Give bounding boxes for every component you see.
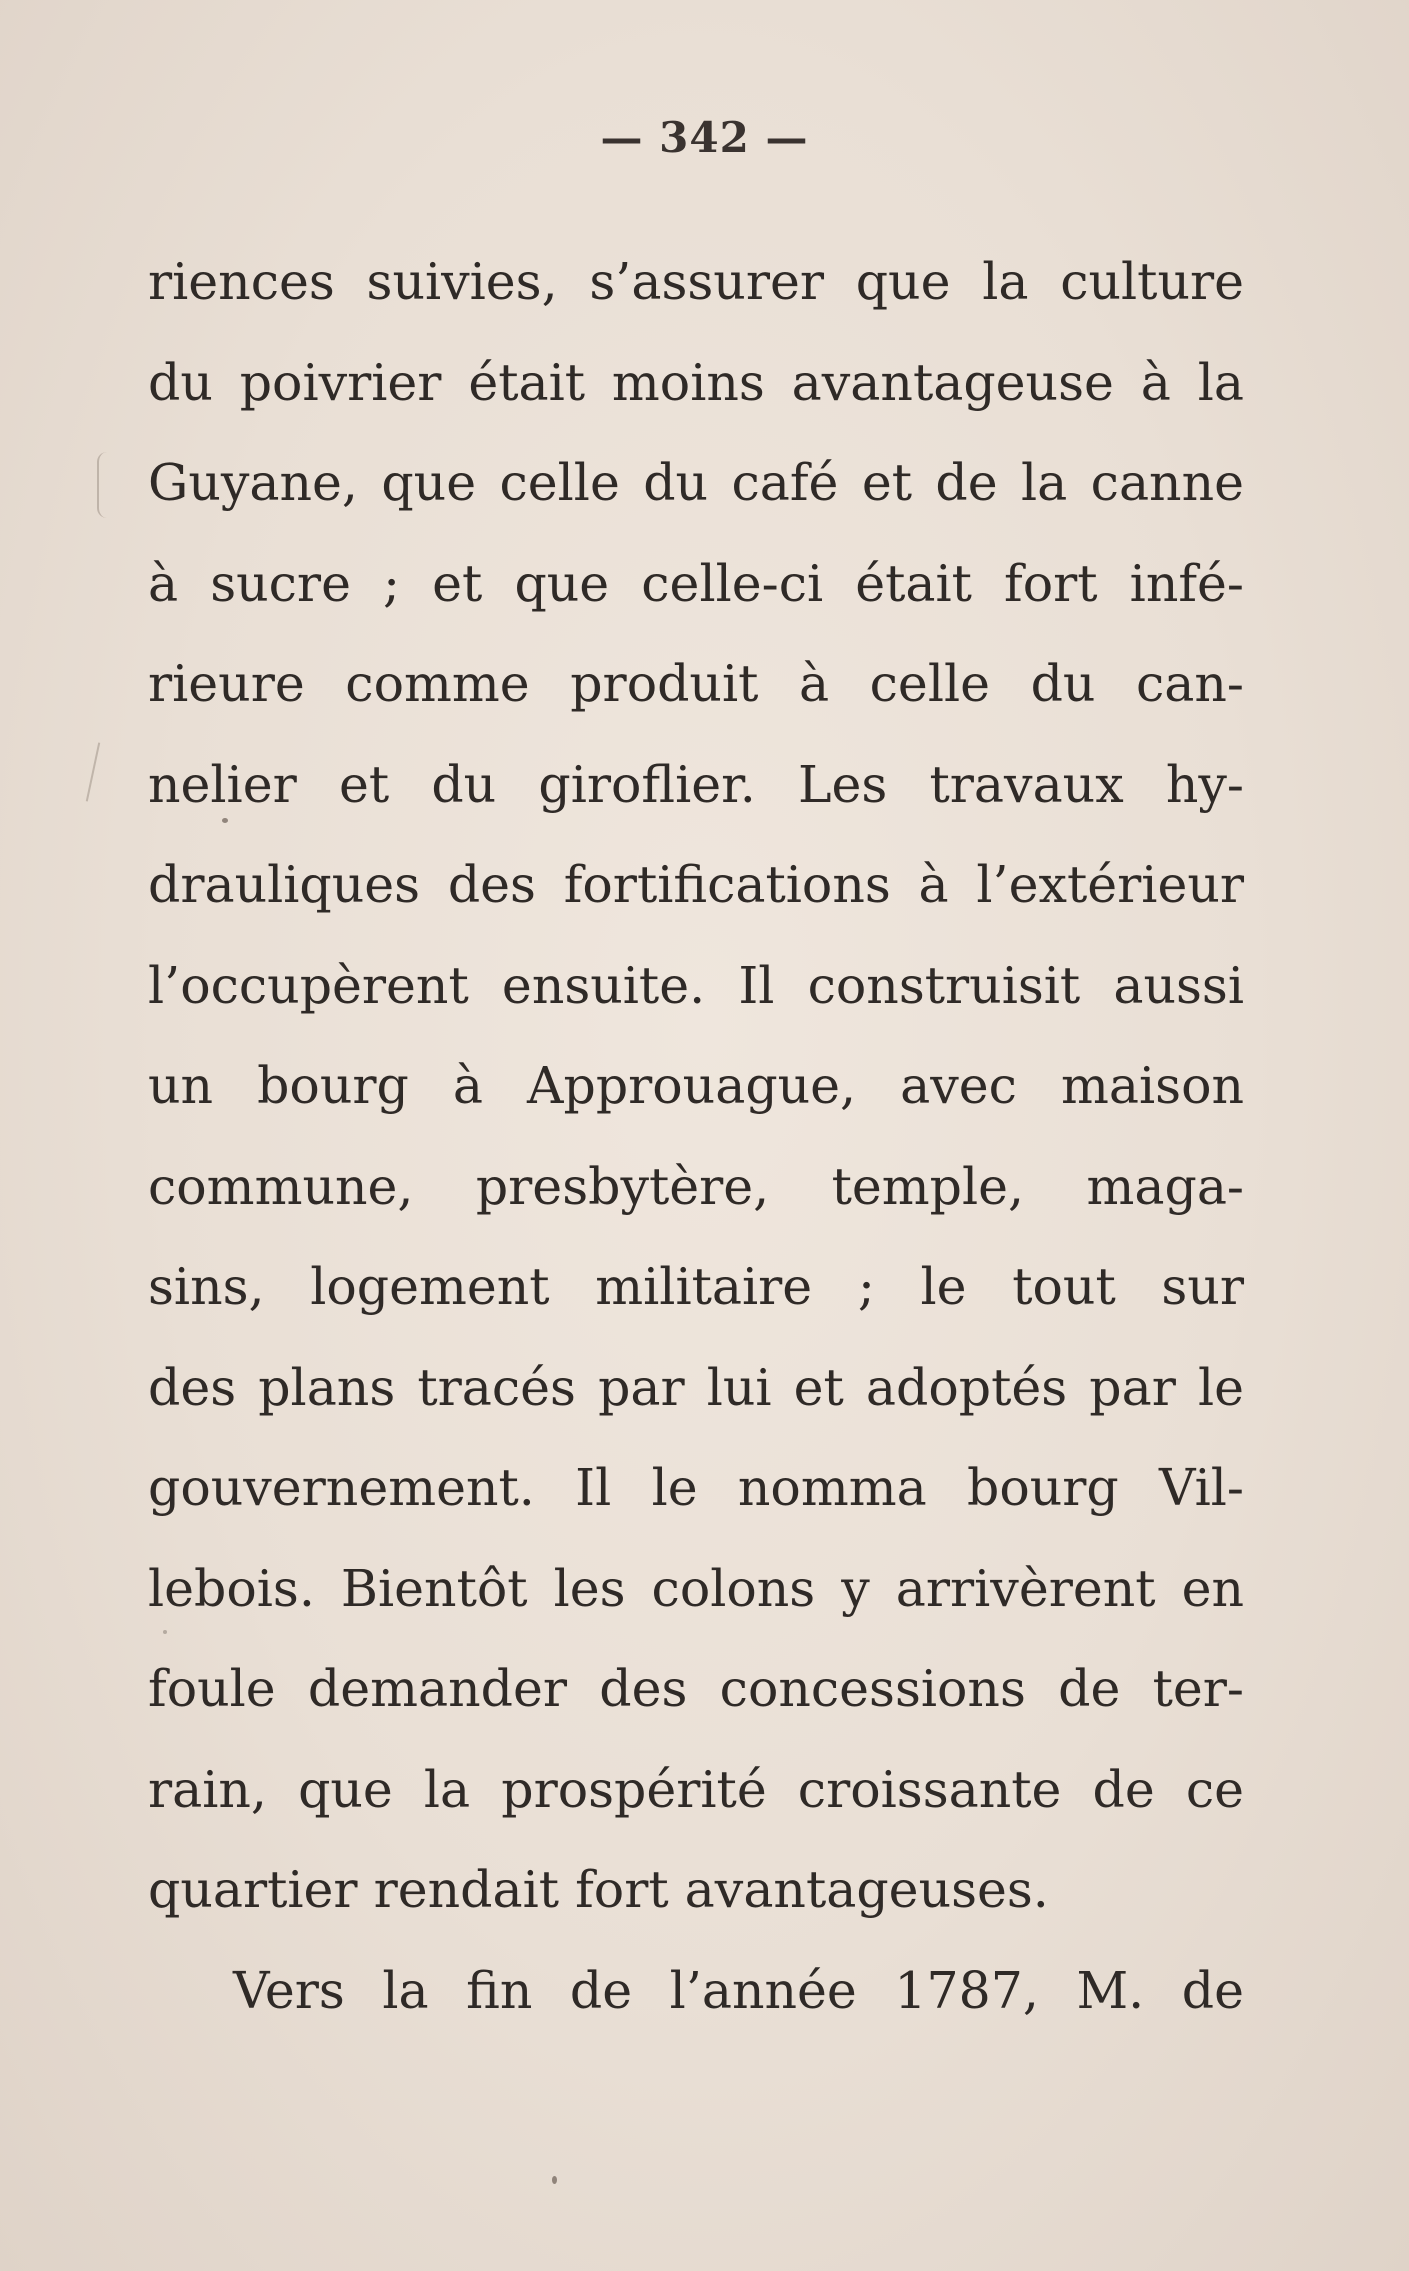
- text-line: riences suivies, s’assurer que la culture: [148, 252, 1244, 311]
- text-line: commune, presbytère, temple, maga-: [148, 1156, 1244, 1216]
- pencil-margin-mark: [86, 742, 100, 801]
- text-line: nelier et du giroflier. Les travaux hy-: [148, 754, 1244, 814]
- text-line: l’occupèrent ensuite. Il construisit aussi: [148, 955, 1244, 1015]
- paper-speck: [552, 2176, 557, 2184]
- text-line: Guyane, que celle du café et de la canne: [148, 453, 1244, 512]
- text-line: sins, logement militaire ; le tout sur: [148, 1257, 1244, 1316]
- text-line: rieure comme produit à celle du can-: [148, 654, 1244, 713]
- text-line: à sucre ; et que celle-ci était fort infé-: [148, 553, 1244, 613]
- text-line: foule demander des concessions de ter-: [148, 1659, 1244, 1718]
- paragraph-start-line: Vers la fin de l’année 1787, M. de: [233, 1960, 1244, 2020]
- body-text: [148, 232, 1244, 2041]
- text-line: lebois. Bientôt les colons y arrivèrent en: [148, 1558, 1244, 1618]
- paragraph-end-line: quartier rendait fort avantageuses.: [148, 1860, 1049, 1919]
- text-line: un bourg à Approuague, avec maison: [148, 1056, 1244, 1115]
- text-line: gouvernement. Il le nomma bourg Vil-: [148, 1458, 1244, 1517]
- text-line: drauliques des fortifications à l’extérieur: [148, 855, 1244, 914]
- text-line: des plans tracés par lui et adoptés par le: [148, 1357, 1244, 1417]
- text-line: rain, que la prospérité croissante de ce: [148, 1759, 1244, 1819]
- text-line: du poivrier était moins avantageuse à la: [148, 352, 1244, 412]
- page-number: — 342 —: [600, 113, 809, 162]
- pencil-margin-mark: [97, 452, 109, 518]
